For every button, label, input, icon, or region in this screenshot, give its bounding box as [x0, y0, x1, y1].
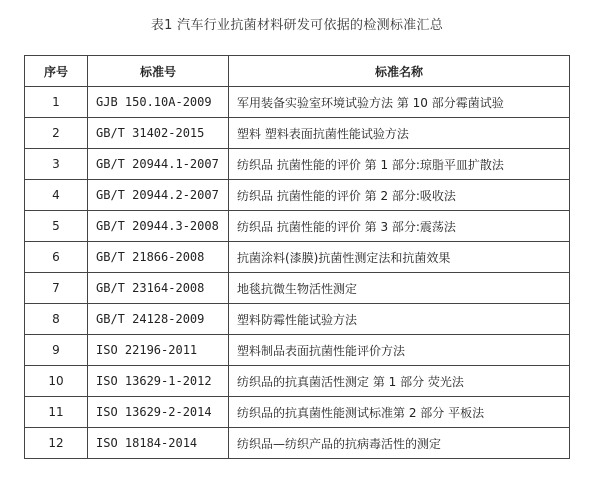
row-index: 9 — [25, 335, 88, 366]
row-index: 12 — [25, 428, 88, 459]
row-standard-code: GB/T 20944.2-2007 — [88, 180, 229, 211]
row-standard-name: 塑料 塑料表面抗菌性能试验方法 — [229, 118, 570, 149]
row-index: 10 — [25, 366, 88, 397]
row-standard-code: GB/T 24128-2009 — [88, 304, 229, 335]
row-standard-code: GJB 150.10A-2009 — [88, 87, 229, 118]
row-index: 6 — [25, 242, 88, 273]
table-row — [25, 242, 570, 273]
row-standard-name: 纺织品 抗菌性能的评价 第 1 部分:琼脂平皿扩散法 — [229, 149, 570, 180]
table-row — [25, 428, 570, 459]
row-standard-code: GB/T 23164-2008 — [88, 273, 229, 304]
standards-table — [24, 55, 570, 459]
row-standard-code: ISO 13629-2-2014 — [88, 397, 229, 428]
table-row — [25, 335, 570, 366]
row-standard-name: 纺织品的抗真菌活性测定 第 1 部分 荧光法 — [229, 366, 570, 397]
table-row — [25, 366, 570, 397]
row-index: 11 — [25, 397, 88, 428]
row-standard-code: ISO 13629-1-2012 — [88, 366, 229, 397]
row-standard-name: 纺织品 抗菌性能的评价 第 3 部分:震荡法 — [229, 211, 570, 242]
row-standard-code: GB/T 20944.3-2008 — [88, 211, 229, 242]
header-code: 标准号 — [88, 56, 229, 87]
row-standard-name: 军用装备实验室环境试验方法 第 10 部分霉菌试验 — [229, 87, 570, 118]
table-row — [25, 87, 570, 118]
row-standard-name: 地毯抗微生物活性测定 — [229, 273, 570, 304]
row-standard-name: 纺织品 抗菌性能的评价 第 2 部分:吸收法 — [229, 180, 570, 211]
row-standard-code: ISO 22196-2011 — [88, 335, 229, 366]
row-standard-name: 塑料制品表面抗菌性能评价方法 — [229, 335, 570, 366]
row-index: 8 — [25, 304, 88, 335]
row-standard-name: 抗菌涂料(漆膜)抗菌性测定法和抗菌效果 — [229, 242, 570, 273]
row-standard-code: ISO 18184-2014 — [88, 428, 229, 459]
row-standard-code: GB/T 31402-2015 — [88, 118, 229, 149]
row-index: 3 — [25, 149, 88, 180]
table-header-row — [25, 56, 570, 87]
row-index: 5 — [25, 211, 88, 242]
table-body — [25, 87, 570, 459]
table-row — [25, 211, 570, 242]
table-row — [25, 304, 570, 335]
table-row — [25, 149, 570, 180]
row-index: 2 — [25, 118, 88, 149]
table-row — [25, 118, 570, 149]
row-index: 1 — [25, 87, 88, 118]
row-standard-name: 纺织品—纺织产品的抗病毒活性的测定 — [229, 428, 570, 459]
row-standard-name: 纺织品的抗真菌性能测试标准第 2 部分 平板法 — [229, 397, 570, 428]
row-index: 4 — [25, 180, 88, 211]
table-row — [25, 397, 570, 428]
row-standard-name: 塑料防霉性能试验方法 — [229, 304, 570, 335]
header-name: 标准名称 — [229, 56, 570, 87]
table-row — [25, 273, 570, 304]
table-row — [25, 180, 570, 211]
row-index: 7 — [25, 273, 88, 304]
row-standard-code: GB/T 20944.1-2007 — [88, 149, 229, 180]
header-index: 序号 — [25, 56, 88, 87]
row-standard-code: GB/T 21866-2008 — [88, 242, 229, 273]
table-caption: 表1 汽车行业抗菌材料研发可依据的检测标准汇总 — [150, 18, 444, 33]
